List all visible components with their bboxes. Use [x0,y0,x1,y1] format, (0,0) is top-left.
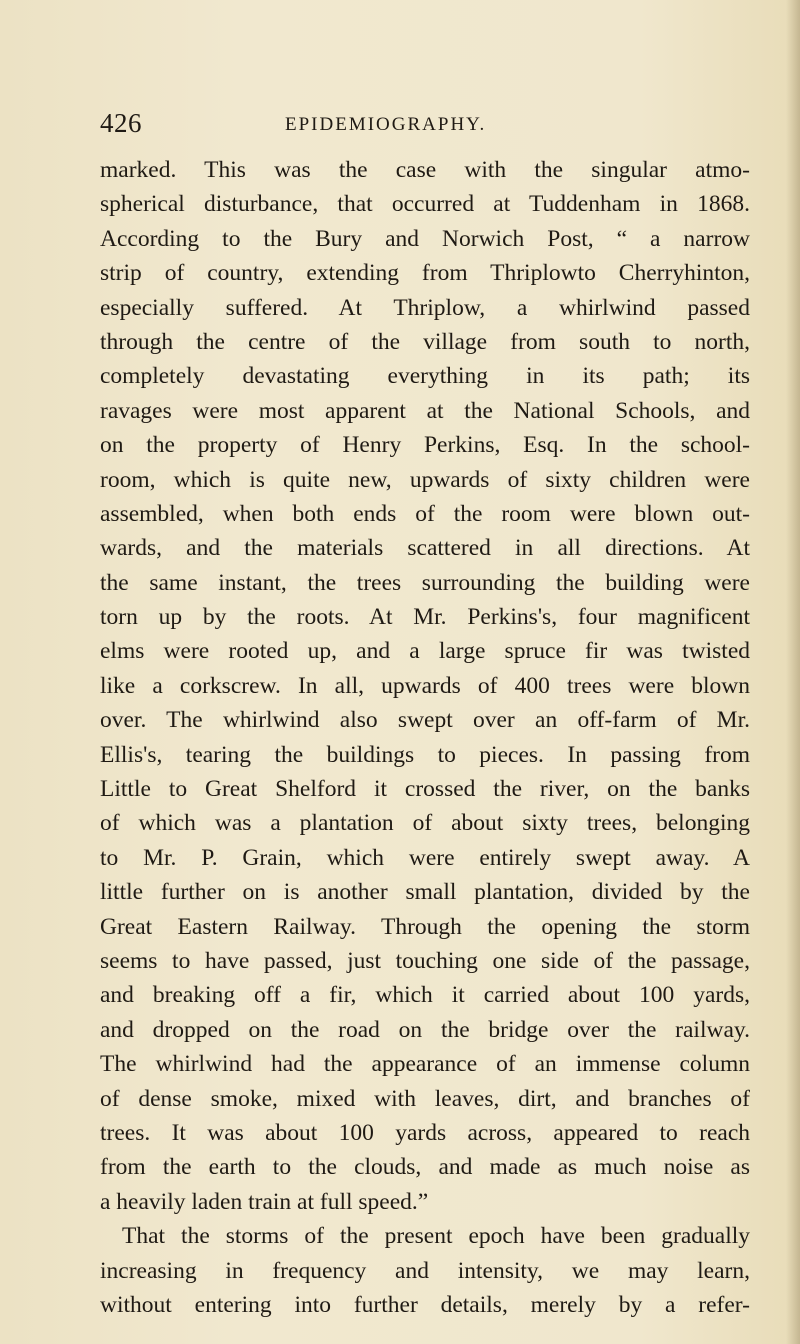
text-line: Ellis's, tearing the buildings to pieces. In passing from [100,741,750,768]
body-text [100,153,750,1322]
running-head: EPIDEMIOGRAPHY. [285,114,487,135]
text-line: spherical disturbance, that occurred at Tuddenham in 1868. [100,191,750,218]
text-line: According to the Bury and Norwich Post, “ a narrow [100,225,750,252]
text-line: to Mr. P. Grain, which were entirely swept away. A [100,844,750,871]
text-line: little further on is another small plantation, divided by the [100,879,750,906]
page-edge-shadow [786,0,800,1344]
text-line: seems to have passed, just touching one side of the passage, [100,947,750,974]
text-line: from the earth to the clouds, and made as much noise as [100,1154,750,1181]
text-line: and breaking off a fir, which it carried about 100 yards, [100,982,750,1009]
text-line: increasing in frequency and intensity, we may learn, [100,1257,750,1284]
text-line: the same instant, the trees surrounding the building were [100,569,750,596]
text-line: a heavily laden train at full speed.” [100,1188,429,1215]
text-line: elms were rooted up, and a large spruce fir was twisted [100,638,750,665]
page-header [100,108,740,140]
text-line: strip of country, extending from Thriplowto Cherryhinton, [100,260,750,287]
text-line: Little to Great Shelford it crossed the river, on the banks [100,776,750,803]
text-line: That the storms of the present epoch have been gradually [122,1223,750,1250]
text-line: room, which is quite new, upwards of sixty children were [100,466,750,493]
text-line: of which was a plantation of about sixty trees, belonging [100,810,750,837]
text-line: torn up by the roots. At Mr. Perkins's, four magnificent [100,604,750,631]
text-line: wards, and the materials scattered in all directions. At [100,535,750,562]
text-line: Great Eastern Railway. Through the opening the storm [100,913,750,940]
text-line: like a corkscrew. In all, upwards of 400 trees were blown [100,672,750,699]
text-line: through the centre of the village from south to north, [100,328,750,355]
page-number: 426 [100,108,142,138]
text-line: and dropped on the road on the bridge over the railway. [100,1016,750,1043]
text-line: of dense smoke, mixed with leaves, dirt, and branches of [100,1085,750,1112]
text-line: trees. It was about 100 yards across, appeared to reach [100,1119,750,1146]
text-line: on the property of Henry Perkins, Esq. In the school- [100,432,750,459]
text-line: completely devastating everything in its path; its [100,363,750,390]
text-line: without entering into further details, merely by a refer- [100,1291,750,1318]
text-line: assembled, when both ends of the room were blown out- [100,500,750,527]
text-line: ravages were most apparent at the National Schools, and [100,397,750,424]
text-line: The whirlwind had the appearance of an immense column [100,1051,750,1078]
text-line: especially suffered. At Thriplow, a whirlwind passed [100,294,750,321]
text-line: marked. This was the case with the singular atmo- [100,157,750,183]
text-line: over. The whirlwind also swept over an off-farm of Mr. [100,707,750,734]
